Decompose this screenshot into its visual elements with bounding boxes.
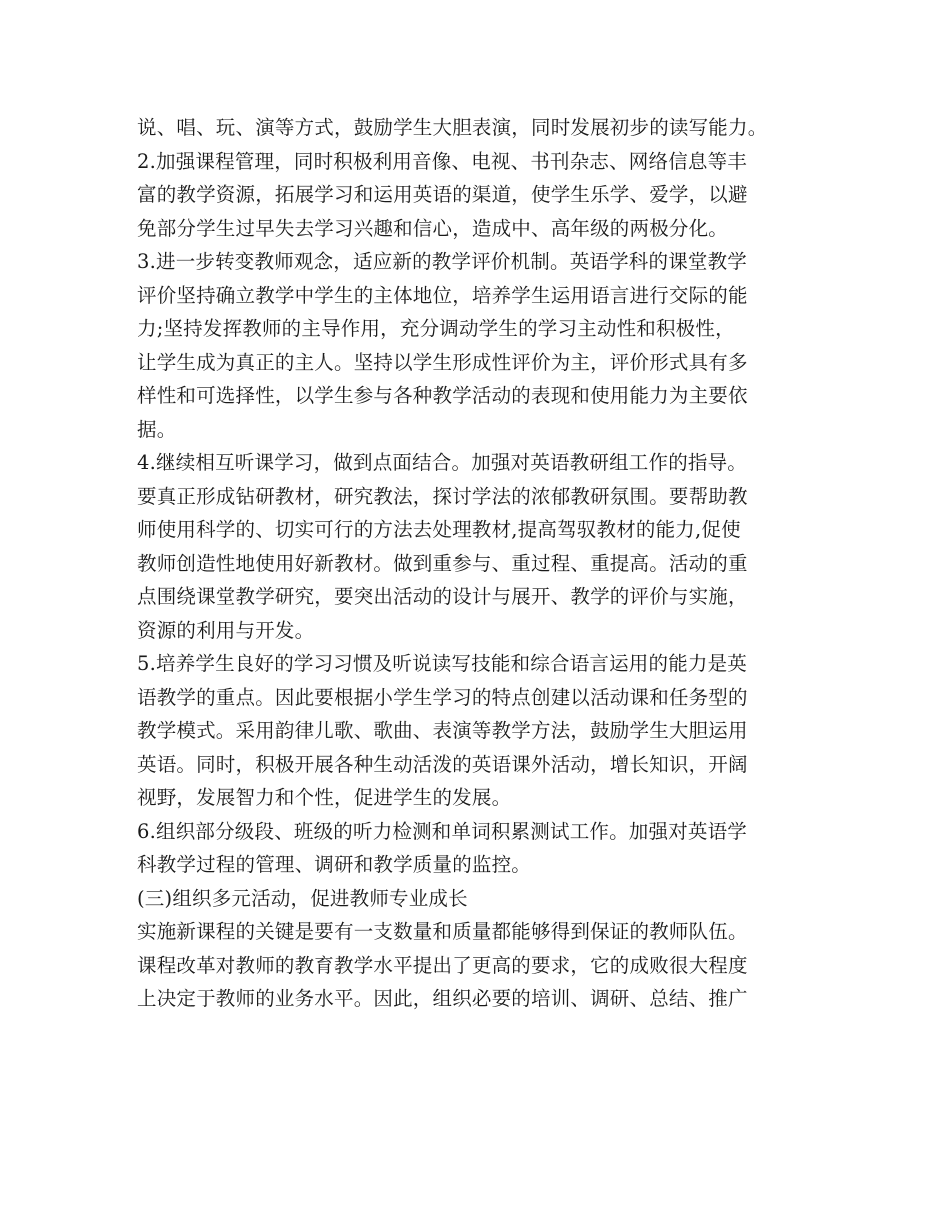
text-line: 3.进一步转变教师观念，适应新的教学评价机制。英语学科的课堂教学 (137, 250, 748, 273)
text-line: 5.培养学生良好的学习习惯及听说读写技能和综合语言运用的能力是英 (137, 652, 748, 675)
text-line: 样性和可选择性，以学生参与各种教学活动的表现和使用能力为主要依 (137, 384, 748, 407)
text-line: 教师创造性地使用好新教材。做到重参与、重过程、重提高。活动的重 (137, 551, 748, 575)
text-line: 上决定于教师的业务水平。因此，组织必要的培训、调研、总结、推广 (137, 987, 748, 1010)
text-line: 视野，发展智力和个性，促进学生的发展。 (137, 786, 512, 809)
text-line: 力;坚持发挥教师的主导作用，充分调动学生的学习主动性和积极性， (137, 317, 735, 340)
text-line: 实施新课程的关键是要有一支数量和质量都能够得到保证的教师队伍。 (137, 920, 748, 943)
text-line: 评价坚持确立教学中学生的主体地位，培养学生运用语言进行交际的能 (137, 283, 748, 307)
text-line: 点围绕课堂教学研究，要突出活动的设计与展开、教学的评价与实施， (137, 585, 748, 608)
section-heading: (三)组织多元活动，促进教师专业成长 (137, 886, 468, 910)
text-line: 4.继续相互听课学习，做到点面结合。加强对英语教研组工作的指导。 (137, 451, 748, 474)
text-line: 师使用科学的、切实可行的方法去处理教材,提高驾驭教材的能力,促使 (137, 518, 741, 541)
text-line: 富的教学资源，拓展学习和运用英语的渠道，使学生乐学、爱学，以避 (137, 183, 748, 206)
text-line: 教学模式。采用韵律儿歌、歌曲、表演等教学方法，鼓励学生大胆运用 (137, 719, 748, 742)
text-line: 科教学过程的管理、调研和教学质量的监控。 (137, 853, 532, 876)
text-line: 6.组织部分级段、班级的听力检测和单词积累测试工作。加强对英语学 (137, 819, 748, 843)
text-line: 要真正形成钻研教材，研究教法，探讨学法的浓郁教研氛围。要帮助教 (137, 484, 748, 508)
text-line: 2.加强课程管理，同时积极利用音像、电视、书刊杂志、网络信息等丰 (137, 149, 748, 173)
text-line: 资源的利用与开发。 (137, 618, 315, 642)
text-line: 说、唱、玩、演等方式，鼓励学生大胆表演，同时发展初步的读写能力。 (137, 116, 768, 139)
text-line: 英语。同时，积极开展各种生动活泼的英语课外活动，增长知识，开阔 (137, 752, 748, 776)
text-line: 语教学的重点。因此要根据小学生学习的特点创建以活动课和任务型的 (137, 685, 748, 709)
text-line: 据。 (137, 417, 177, 441)
body-text (137, 111, 827, 1016)
text-line: 免部分学生过早失去学习兴趣和信心，造成中、高年级的两极分化。 (137, 216, 729, 240)
text-line: 让学生成为真正的主人。坚持以学生形成性评价为主，评价形式具有多 (137, 350, 748, 374)
text-line: 课程改革对教师的教育教学水平提出了更高的要求，它的成败很大程度 (137, 953, 748, 977)
